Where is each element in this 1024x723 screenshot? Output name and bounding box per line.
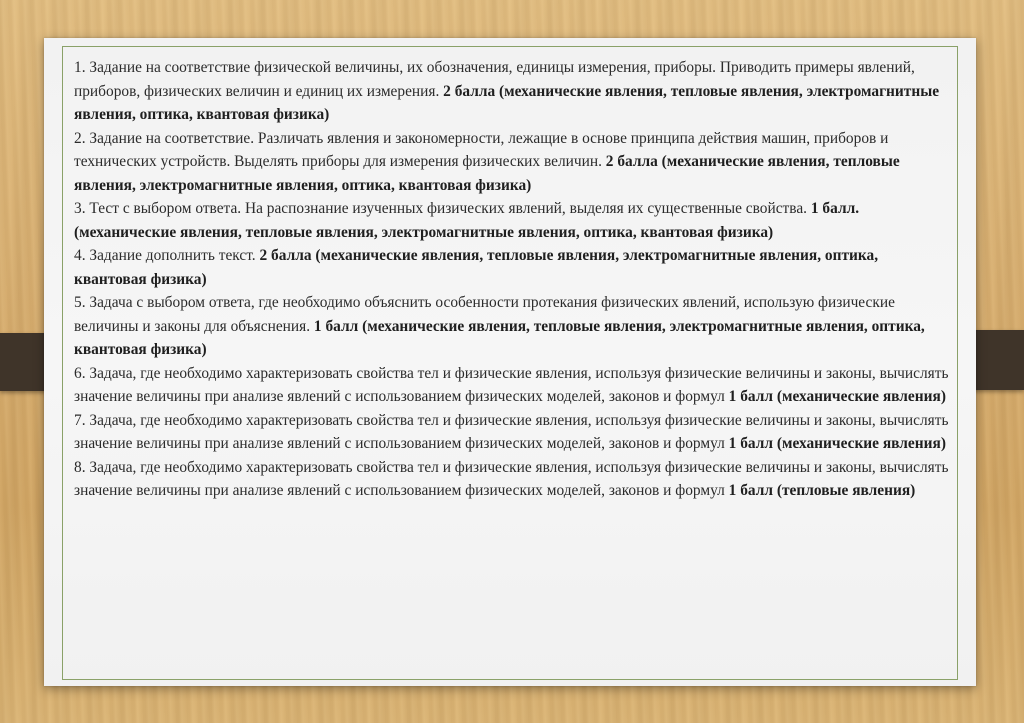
task-3-topics: (механические явления, тепловые явления, электромагнитные явления, оптика, квантовая физика) (74, 223, 774, 241)
task-item-5 (74, 291, 954, 362)
task-1-points: 2 балла (механические явления, тепловые явления, электромагнитные явления, оптика, квантовая физика) (74, 82, 940, 123)
task-2-text: 2. Задание на соответствие. Различать явления и закономерности, лежащие в основе принципа действия машин, приборов и технических устройств. Выделять приборы для измерения физических величин. (74, 129, 889, 170)
task-7-text: 7. Задача, где необходимо характеризовать свойства тел и физические явления, используя физические величины и законы, вычислять значение величины при анализе явлений с использованием физических моделей, законов и формул (74, 411, 949, 452)
task-8-text: 8. Задача, где необходимо характеризовать свойства тел и физические явления, используя физические величины и законы, вычислять значение величины при анализе явлений с использованием физических моделей, законов и формул (74, 458, 949, 499)
task-item-6 (74, 362, 954, 409)
task-item-2 (74, 127, 954, 198)
task-item-8 (74, 456, 954, 503)
task-8-points: 1 балл (тепловые явления) (728, 482, 916, 499)
task-6-text: 6. Задача, где необходимо характеризовать свойства тел и физические явления, используя физические величины и законы, вычислять значение величины при анализе явлений с использованием физических моделей, законов и формул (74, 364, 949, 405)
task-3-points: 1 балл. (810, 200, 860, 217)
task-7-points: 1 балл (механические явления) (728, 435, 946, 452)
task-list (74, 56, 954, 503)
task-5-points: 1 балл (механические явления, тепловые явления, электромагнитные явления, оптика, квантовая физика) (74, 317, 925, 358)
slide-paper (44, 38, 976, 686)
task-2-points: 2 балла (механические явления, тепловые явления, электромагнитные явления, оптика, квантовая физика) (74, 153, 900, 194)
task-3-text: 3. Тест с выбором ответа. На распознание изученных физических явлений, выделяя их существенные свойства. (74, 200, 811, 217)
task-4-text: 4. Задание дополнить текст. (74, 247, 260, 264)
task-5-text: 5. Задача с выбором ответа, где необходимо объяснить особенности протекания физических явлений, использую физические величины и законы для объяснения. (74, 294, 895, 335)
task-item-3 (74, 197, 954, 244)
task-item-1 (74, 56, 954, 127)
task-1-text: 1. Задание на соответствие физической величины, их обозначения, единицы измерения, приборы. Приводить примеры явлений, приборов, физических величин и единиц их измерения. (74, 59, 915, 100)
task-6-points: 1 балл (механические явления) (728, 388, 946, 405)
task-4-points: 2 балла (механические явления, тепловые явления, электромагнитные явления, оптика, квантовая физика) (74, 247, 879, 288)
task-item-4 (74, 244, 954, 291)
task-item-7 (74, 409, 954, 456)
